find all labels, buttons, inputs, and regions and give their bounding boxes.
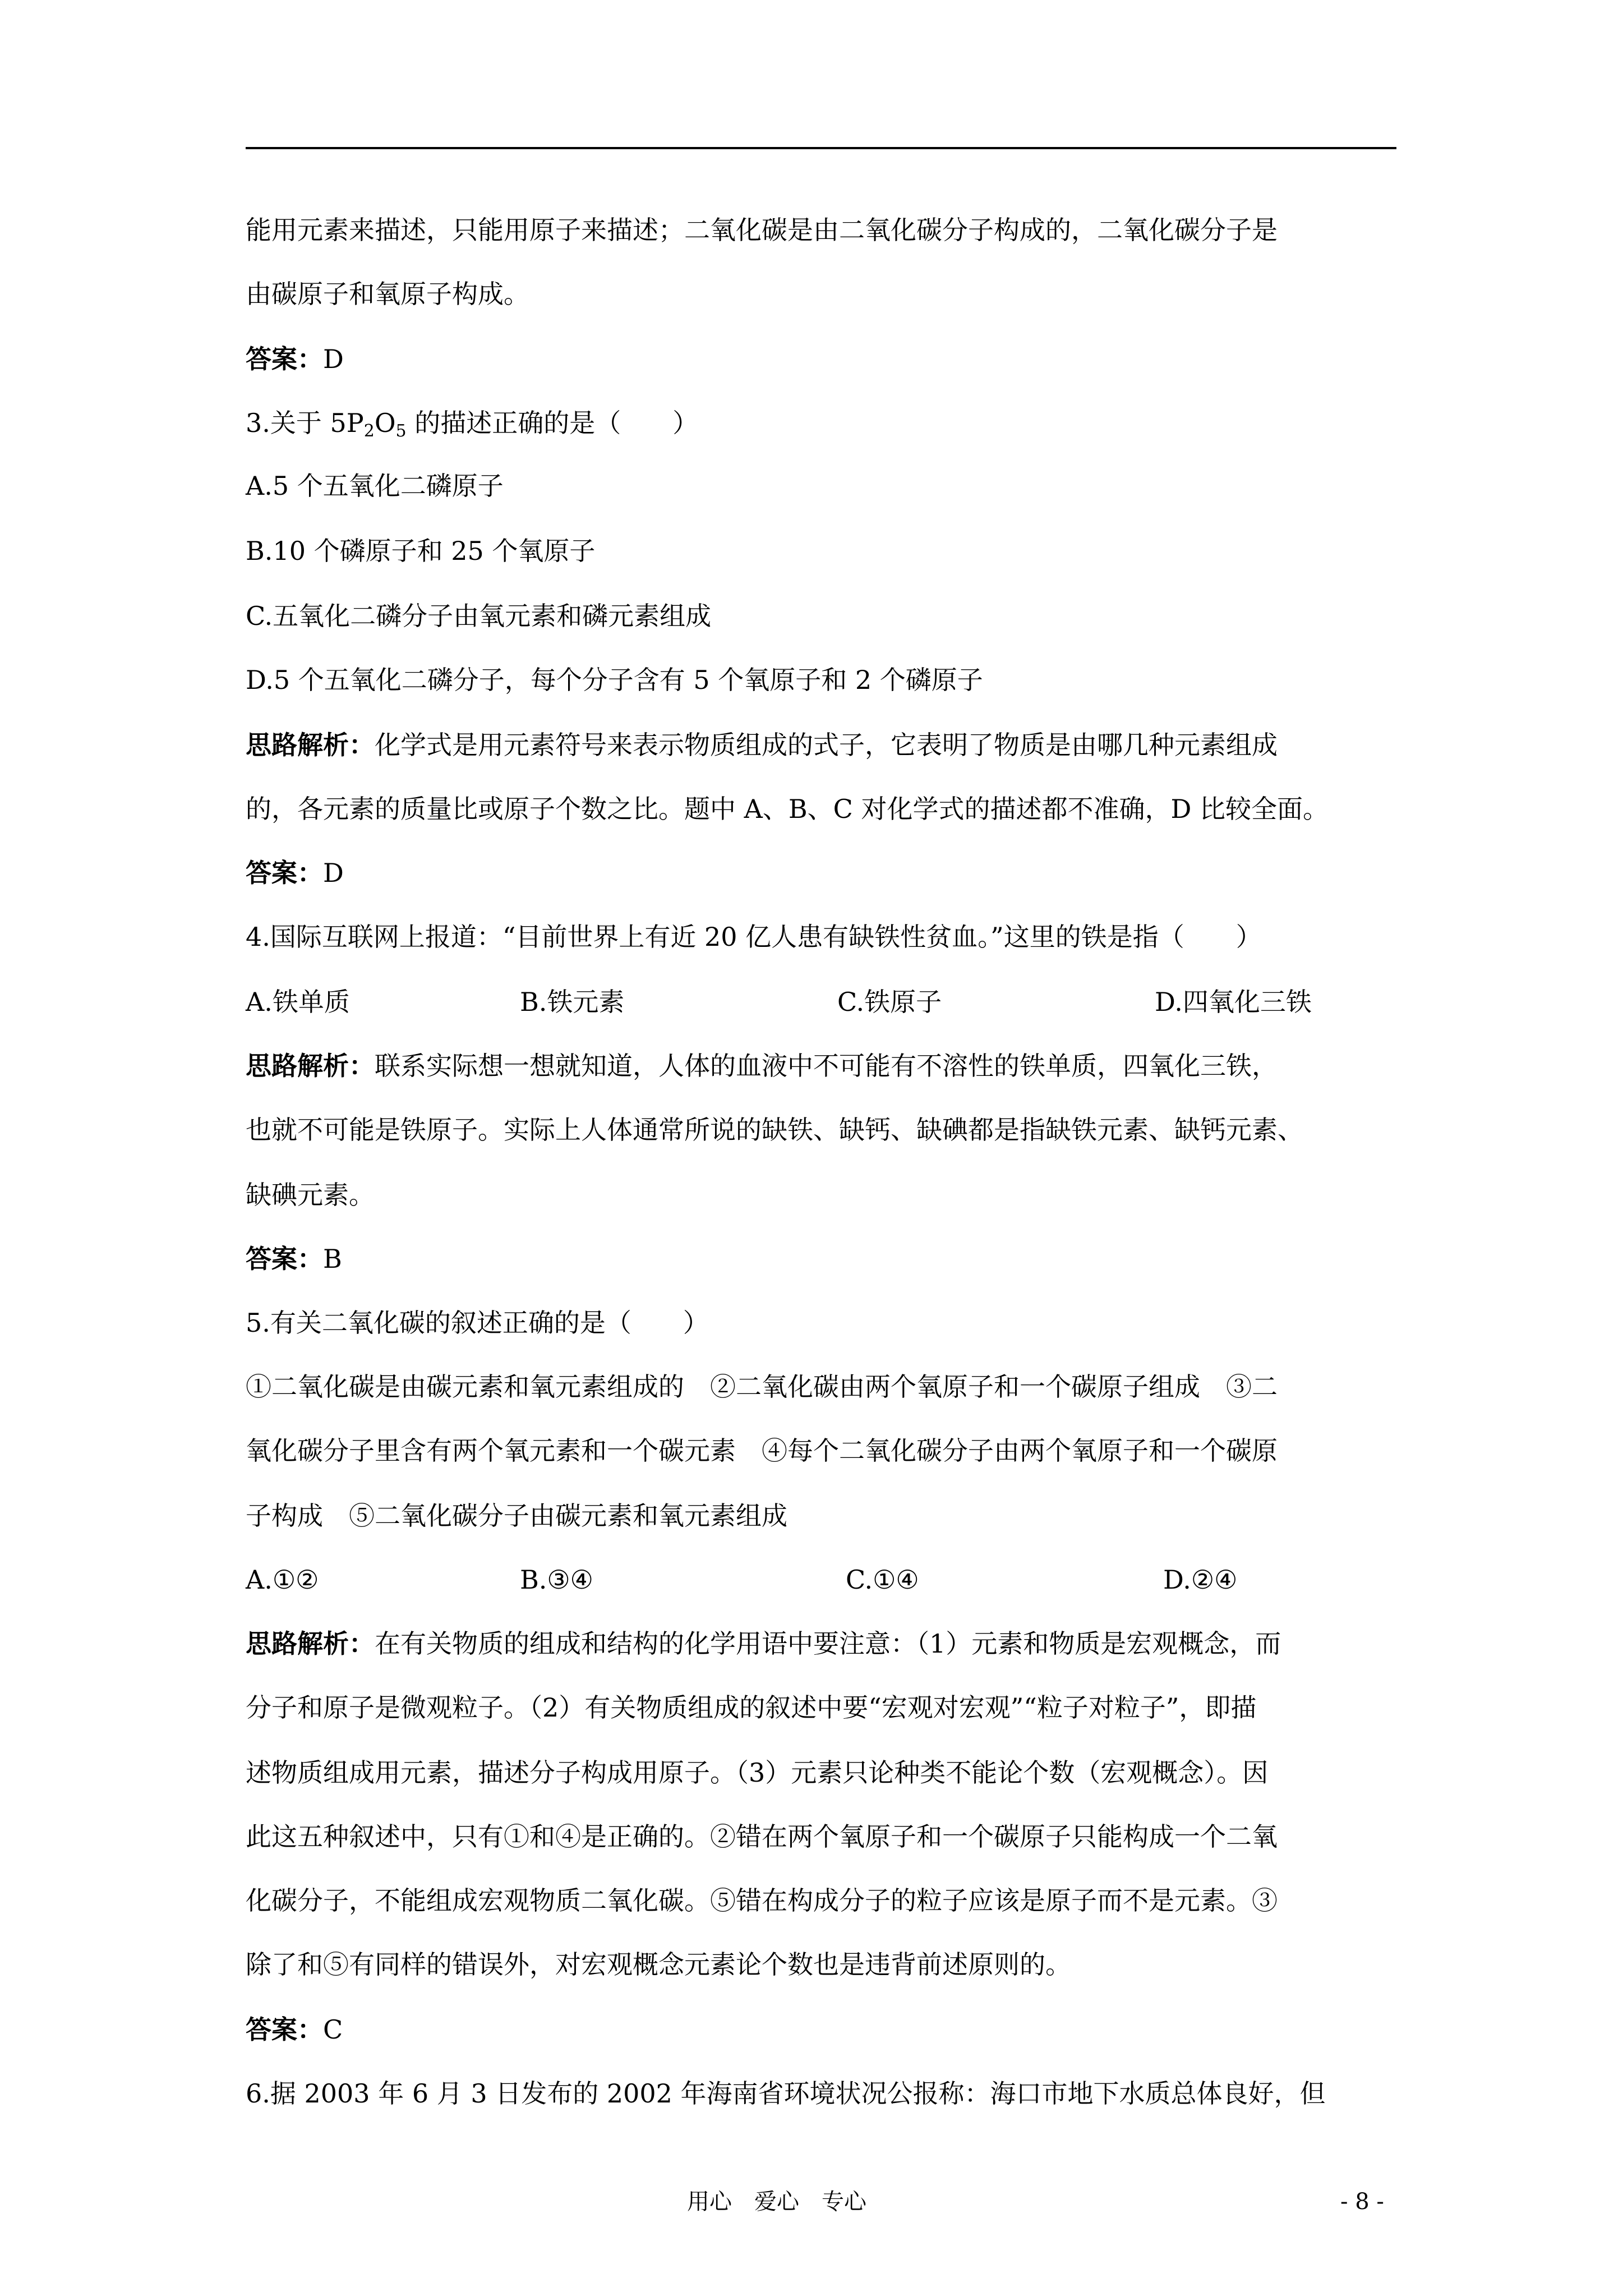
analysis-text: 化学式是用元素符号来表示物质组成的式子，它表明了物质是由哪几种元素组成 xyxy=(375,730,1278,760)
statement-line: 氧化碳分子里含有两个氧元素和一个碳元素 ④每个二氧化碳分子由两个氧原子和一个碳原 xyxy=(246,1435,1278,1466)
analysis-line: 除了和⑤有同样的错误外，对宏观概念元素论个数也是违背前述原则的。 xyxy=(246,1949,1071,1980)
answer-label: 答案： xyxy=(246,858,323,888)
analysis-line: 也就不可能是铁原子。实际上人体通常所说的缺铁、缺钙、缺碘都是指缺铁元素、缺钙元素、 xyxy=(246,1115,1303,1145)
question-5-stem: 5.有关二氧化碳的叙述正确的是（ ） xyxy=(246,1308,709,1338)
option-b: B.③④ xyxy=(520,1565,593,1595)
option-b: B.10 个磷原子和 25 个氧原子 xyxy=(246,536,596,566)
analysis-line: 分子和原子是微观粒子。（2）有关物质组成的叙述中要“宏观对宏观”“粒子对粒子”，即描 xyxy=(246,1692,1257,1723)
analysis-line xyxy=(246,1049,1278,1083)
text-line: 能用元素来描述，只能用原子来描述；二氧化碳是由二氧化碳分子构成的，二氧化碳分子是 xyxy=(246,215,1278,245)
stem-part: 的描述正确的是（ ） xyxy=(406,408,699,438)
analysis-label: 思路解析： xyxy=(246,1628,375,1659)
question-6-stem: 6.据 2003 年 6 月 3 日发布的 2002 年海南省环境状况公报称：海口市地下水质总体良好，但 xyxy=(246,2078,1326,2109)
analysis-text: 联系实际想一想就知道，人体的血液中不可能有不溶性的铁单质，四氧化三铁， xyxy=(375,1051,1278,1081)
question-4-stem: 4.国际互联网上报道：“目前世界上有近 20 亿人患有缺铁性贫血。”这里的铁是指（ ） xyxy=(246,922,1262,952)
option-c: C.铁原子 xyxy=(837,987,942,1017)
option-a: A.5 个五氧化二磷原子 xyxy=(246,471,504,501)
answer-value: C xyxy=(323,2014,343,2045)
statement-line: 子构成 ⑤二氧化碳分子由碳元素和氧元素组成 xyxy=(246,1501,787,1531)
option-d: D.②④ xyxy=(1163,1565,1238,1595)
answer-label: 答案： xyxy=(246,1244,323,1274)
analysis-label: 思路解析： xyxy=(246,730,375,760)
statement-line: ①二氧化碳是由碳元素和氧元素组成的 ②二氧化碳由两个氧原子和一个碳原子组成 ③二 xyxy=(246,1372,1278,1402)
subscript: 2 xyxy=(363,421,375,441)
stem-part: 3.关于 5P xyxy=(246,408,364,438)
analysis-label: 思路解析： xyxy=(246,1051,375,1081)
option-b: B.铁元素 xyxy=(520,987,625,1017)
answer-value: B xyxy=(323,1244,342,1274)
analysis-line: 此这五种叙述中，只有①和④是正确的。②错在两个氧原子和一个碳原子只能构成一个二氧 xyxy=(246,1821,1278,1852)
option-d: D.5 个五氧化二磷分子，每个分子含有 5 个氧原子和 2 个磷原子 xyxy=(246,665,983,695)
subscript: 5 xyxy=(395,421,407,441)
option-d: D.四氧化三铁 xyxy=(1155,987,1312,1017)
answer-label: 答案： xyxy=(246,344,323,374)
header-rule xyxy=(246,147,1396,149)
page-number: - 8 - xyxy=(1340,2189,1384,2215)
answer-line xyxy=(246,2013,343,2046)
text-line: 由碳原子和氧原子构成。 xyxy=(246,279,529,309)
analysis-line: 述物质组成用元素，描述分子构成用原子。（3）元素只论种类不能论个数（宏观概念）。因 xyxy=(246,1757,1269,1788)
answer-line xyxy=(246,1242,342,1276)
answer-value: D xyxy=(323,344,344,374)
option-a: A.①② xyxy=(246,1565,319,1595)
analysis-line xyxy=(246,728,1278,762)
footer-motto: 用心 爱心 专心 xyxy=(687,2189,866,2215)
question-3-stem xyxy=(246,406,698,440)
analysis-line: 化碳分子，不能组成宏观物质二氧化碳。⑤错在构成分子的粒子应该是原子而不是元素。③ xyxy=(246,1885,1278,1916)
answer-line xyxy=(246,342,344,376)
analysis-line xyxy=(246,1627,1281,1660)
answer-line xyxy=(246,856,344,890)
analysis-line: 的，各元素的质量比或原子个数之比。题中 A、B、C 对化学式的描述都不准确，D 比较全面。 xyxy=(246,794,1329,824)
analysis-line: 缺碘元素。 xyxy=(246,1180,375,1210)
option-c: C.①④ xyxy=(846,1565,919,1595)
option-a: A.铁单质 xyxy=(246,987,350,1017)
stem-part: O xyxy=(374,408,396,438)
answer-label: 答案： xyxy=(246,2014,323,2045)
analysis-text: 在有关物质的组成和结构的化学用语中要注意：（1）元素和物质是宏观概念，而 xyxy=(375,1628,1281,1659)
option-c: C.五氧化二磷分子由氧元素和磷元素组成 xyxy=(246,601,712,631)
answer-value: D xyxy=(323,858,344,888)
